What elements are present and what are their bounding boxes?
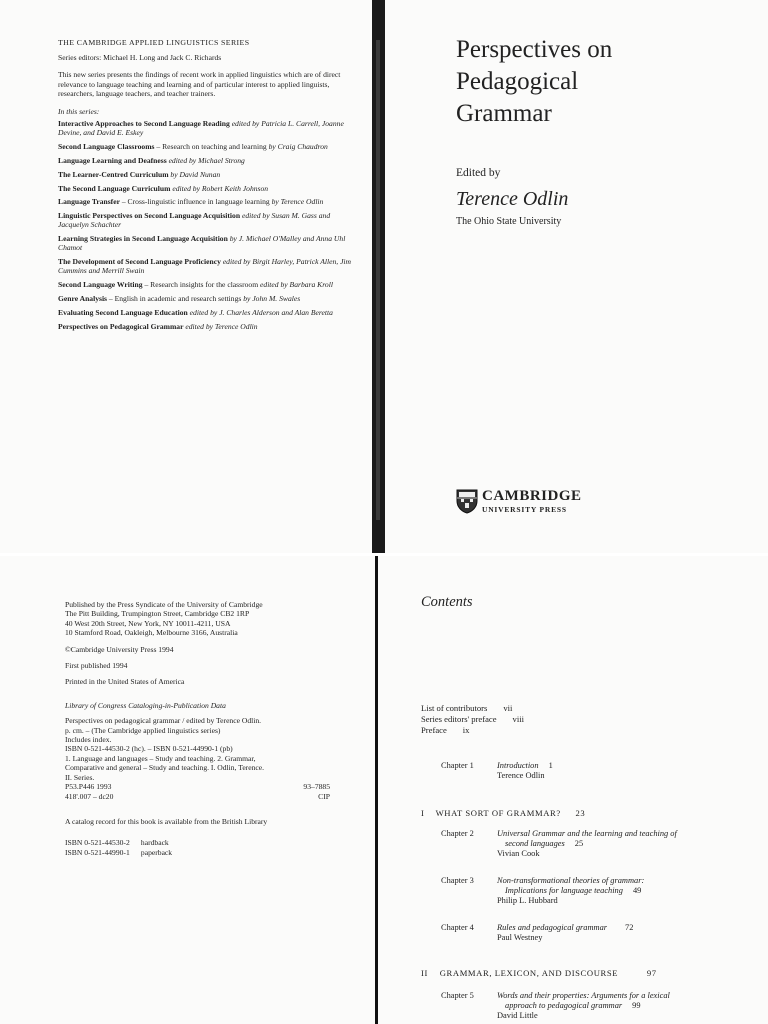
isbn-row: [65, 838, 330, 847]
chapter-body: [497, 829, 757, 860]
class-number-row: [65, 782, 330, 791]
book-title: Learning Strategies in Second Language Acquisition: [58, 234, 228, 244]
title-line: Grammar: [456, 100, 552, 127]
chapter-title: Words and their properties: Arguments for a lexical: [497, 991, 670, 1000]
series-book-item: [58, 142, 358, 151]
lccn: 93–7885: [303, 782, 330, 792]
cip-line: Comparative and general – Study and teaching. I. Odlin, Terence.: [65, 763, 265, 773]
book-title: Evaluating Second Language Education: [58, 307, 188, 317]
chapter-body: [497, 991, 757, 1022]
book-credit: edited by Barbara Kroll: [260, 280, 333, 290]
chapter-author: Terence Odlin: [497, 771, 545, 781]
front-matter-page: vii: [503, 703, 513, 713]
chapter-label: Chapter 3: [441, 876, 474, 885]
chapter-body: [497, 923, 757, 943]
address-line: 40 West 20th Street, New York, NY 10011-4211, USA: [65, 618, 231, 628]
series-list: [58, 38, 358, 335]
series-book-item: [58, 184, 358, 193]
book-title: Language Transfer: [58, 197, 120, 207]
address-line: 10 Stamford Road, Oakleigh, Melbourne 3166, Australia: [65, 628, 238, 638]
front-matter-page: ix: [462, 725, 470, 735]
address-line: The Pitt Building, Trumpington Street, Cambridge CB2 1RP: [65, 609, 250, 619]
book-credit: edited by Terence Odlin: [185, 321, 258, 331]
publisher-address: [65, 600, 330, 638]
book-title: Second Language Classrooms: [58, 142, 155, 152]
series-book-item: [58, 294, 358, 303]
series-book-item: [58, 308, 358, 317]
book-title: The Development of Second Language Proficiency: [58, 257, 221, 267]
book-credit: by J. Michael O'Malley and Anna Uhl Chamot: [58, 234, 346, 253]
in-this-series-label: In this series:: [58, 107, 100, 117]
series-book-item: [58, 197, 358, 206]
book-credit: by John M. Swales: [243, 294, 301, 303]
cip-line: 1. Language and languages – Study and teaching. 2. Grammar,: [65, 753, 256, 763]
editor-name: Terence Odlin: [456, 188, 569, 210]
chapter-body: [497, 876, 757, 907]
series-book-item: [58, 211, 358, 229]
title-page: [385, 0, 768, 556]
chapter-author: Philip L. Hubbard: [497, 896, 558, 906]
series-blurb: This new series presents the findings of recent work in applied linguistics which are of direct relevance to language teaching and learning and of particular interest to applied linguists, researchers, language teachers, and teacher trainers.: [58, 70, 341, 98]
chapter-author: Vivian Cook: [497, 849, 540, 859]
chapter-title: Introduction: [497, 761, 539, 770]
part-numeral: II: [421, 968, 428, 978]
cip-label: CIP: [318, 791, 330, 801]
book-title: Linguistic Perspectives on Second Language Acquisition: [58, 211, 241, 221]
front-matter-label: List of contributors: [421, 703, 488, 713]
publisher-subtitle: UNIVERSITY PRESS: [482, 505, 567, 514]
chapter-title: Non-transformational theories of grammar:: [497, 876, 645, 885]
book-title: Second Language Writing: [58, 280, 143, 290]
book-subtitle: – English in academic and research settings: [107, 294, 242, 303]
chapter-label: Chapter 1: [441, 761, 474, 770]
isbn-format: paperback: [140, 847, 173, 857]
chapter-title: Rules and pedagogical grammar: [497, 923, 608, 932]
isbn-number: ISBN 0-521-44530-2: [65, 838, 130, 848]
front-matter-list: [421, 703, 524, 736]
series-book-item: [58, 170, 358, 179]
edited-by-label: Edited by: [456, 167, 501, 179]
chapter-title: Implications for language teaching: [505, 886, 623, 896]
book-title: Interactive Approaches to Second Language Reading: [58, 119, 230, 129]
part-numeral: I: [421, 808, 425, 818]
contents-page: [378, 556, 768, 1024]
imprint-page: [0, 556, 378, 1024]
chapter-label: Chapter 5: [441, 991, 474, 1000]
book-credit: by David Nunan: [170, 169, 221, 179]
imprint-block: [65, 600, 330, 857]
chapter-label: Chapter 4: [441, 923, 474, 932]
chapter-author: David Little: [497, 1011, 538, 1021]
part-title: GRAMMAR, LEXICON, AND DISCOURSE: [439, 968, 619, 978]
book-spine: [372, 0, 385, 556]
chapter-page: 72: [625, 923, 634, 932]
chapter-page: 25: [574, 839, 584, 849]
chapter-author: Paul Westney: [497, 933, 543, 943]
front-matter-item: [421, 703, 524, 714]
book-title: Genre Analysis: [58, 294, 108, 303]
title-line: Pedagogical: [456, 68, 579, 95]
cip-line: p. cm. – (The Cambridge applied linguistics series): [65, 725, 221, 735]
series-book-item: [58, 322, 358, 331]
publisher-name: CAMBRIDGE: [482, 488, 582, 504]
cambridge-crest-icon: [455, 488, 479, 514]
cip-line: II. Series.: [65, 772, 95, 782]
part-title: WHAT SORT OF GRAMMAR?: [435, 808, 561, 818]
book-credit: edited by J. Charles Alderson and Alan Beretta: [189, 307, 333, 317]
part-page: 97: [646, 968, 657, 978]
chapter-body: [497, 761, 757, 781]
part-2-heading: [421, 968, 657, 978]
chapter-page: 99: [632, 1001, 641, 1011]
contents-heading: Contents: [421, 594, 473, 610]
isbn-row: [65, 848, 330, 857]
book-credit: edited by Robert Keith Johnson: [172, 183, 269, 193]
first-published: First published 1994: [65, 661, 128, 671]
chapter-label: Chapter 2: [441, 829, 474, 838]
part-1-heading: [421, 808, 585, 818]
cip-block: [65, 716, 330, 801]
series-book-item: [58, 119, 358, 137]
book-subtitle: – Research on teaching and learning: [154, 142, 267, 152]
cip-heading: Library of Congress Cataloging-in-Publication Data: [65, 700, 226, 710]
copyright-notice: ©Cambridge University Press 1994: [65, 644, 174, 654]
book-title: [456, 34, 756, 130]
front-matter-page: viii: [512, 714, 524, 724]
cip-line: ISBN 0-521-44530-2 (hc). – ISBN 0-521-44990-1 (pb): [65, 744, 233, 754]
front-matter-label: Series editors' preface: [421, 714, 497, 724]
series-title: THE CAMBRIDGE APPLIED LINGUISTICS SERIES: [58, 38, 250, 47]
catalog-record: A catalog record for this book is available from the British Library: [65, 816, 268, 826]
title-line: Perspectives on: [456, 36, 613, 63]
book-subtitle: – Cross-linguistic influence in language learning: [119, 197, 270, 207]
series-book-item: [58, 234, 358, 252]
front-matter-item: [421, 725, 524, 736]
chapter-page: 1: [548, 761, 553, 770]
series-page: [0, 0, 372, 556]
book-credit: edited by Michael Strong: [168, 156, 245, 166]
chapter-title: Universal Grammar and the learning and teaching of: [497, 829, 677, 838]
printed-in: Printed in the United States of America: [65, 677, 185, 687]
book-credit: edited by Birgit Harley, Patrick Allen, Jim Cummins and Merrill Swain: [58, 257, 352, 276]
series-book-item: [58, 257, 358, 275]
class-number: P53.P446 1993: [65, 782, 112, 792]
cip-line: Perspectives on pedagogical grammar / edited by Terence Odlin.: [65, 716, 262, 726]
chapter-title: approach to pedagogical grammar: [505, 1001, 623, 1011]
book-title: The Second Language Curriculum: [58, 183, 171, 193]
part-page: 23: [575, 808, 586, 818]
book-subtitle: – Research insights for the classroom: [142, 280, 259, 290]
book-credit: by Terence Odlin: [271, 197, 324, 207]
book-credit: edited by Patricia L. Carrell, Joanne Devine, and David E. Eskey: [58, 119, 344, 138]
dewey-row: [65, 792, 330, 801]
editor-affiliation: The Ohio State University: [456, 216, 562, 227]
series-book-item: [58, 156, 358, 165]
book-list: [58, 119, 358, 331]
isbn-format: hardback: [140, 838, 169, 848]
book-credit: edited by Susan M. Gass and Jacquelyn Schachter: [58, 211, 331, 230]
series-editors: Series editors: Michael H. Long and Jack C. Richards: [58, 53, 222, 63]
book-credit: by Craig Chaudron: [268, 142, 328, 152]
front-matter-item: [421, 714, 524, 725]
front-matter-label: Preface: [421, 725, 447, 735]
chapter-title: second languages: [505, 839, 565, 849]
dewey-number: 418'.007 – dc20: [65, 791, 114, 801]
series-book-item: [58, 280, 358, 289]
book-title: The Learner-Centred Curriculum: [58, 169, 169, 179]
cip-line: Includes index.: [65, 735, 112, 745]
book-title: Perspectives on Pedagogical Grammar: [58, 321, 184, 331]
isbn-number: ISBN 0-521-44990-1: [65, 847, 130, 857]
chapter-page: 49: [632, 886, 642, 896]
address-line: Published by the Press Syndicate of the University of Cambridge: [65, 600, 263, 609]
book-title: Language Learning and Deafness: [58, 156, 167, 166]
